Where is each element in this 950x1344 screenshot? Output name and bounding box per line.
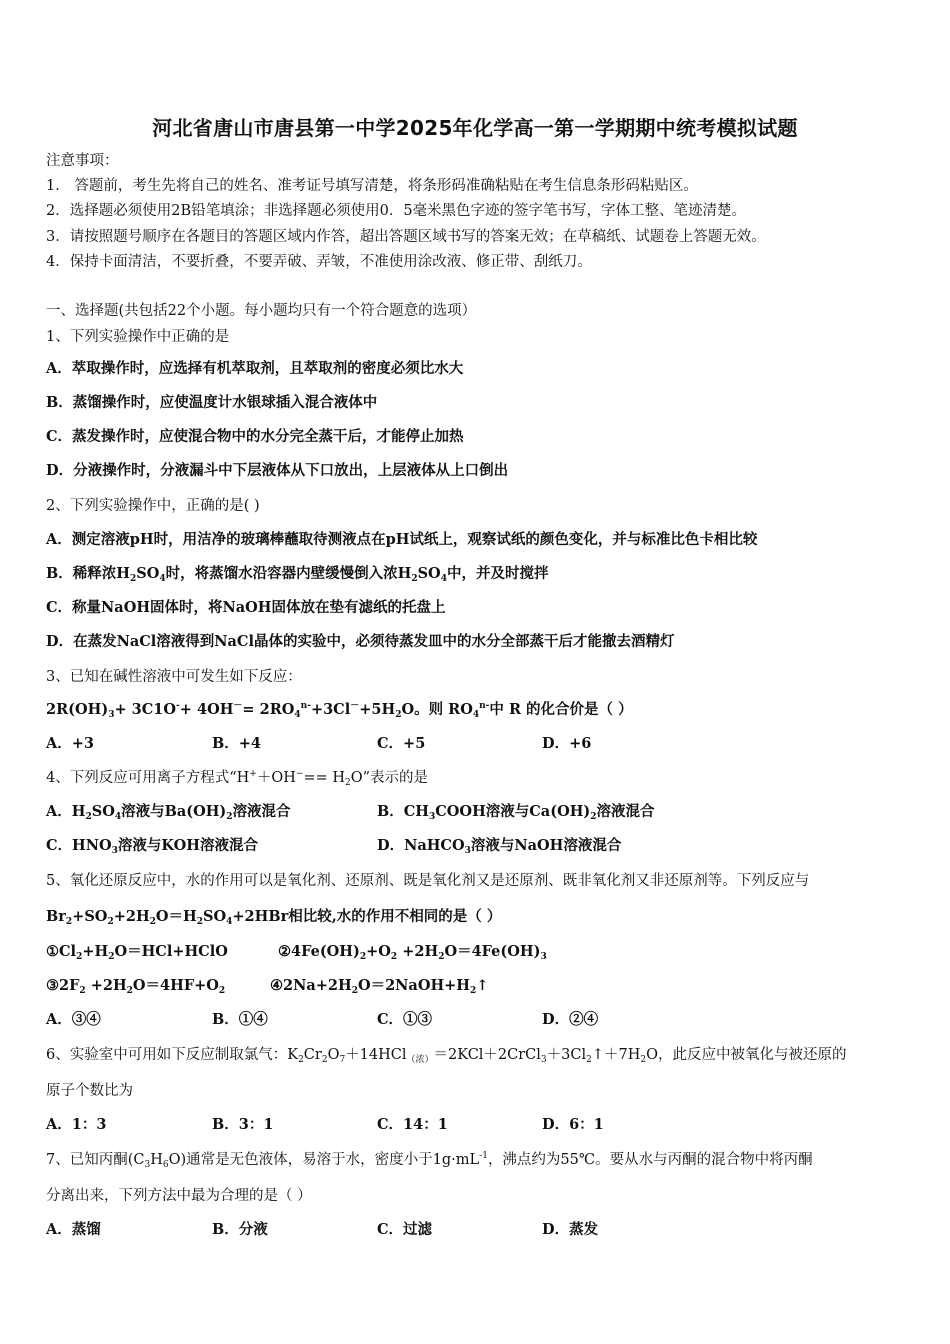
question-1-option-a: A．萃取操作时，应选择有机萃取剂，且萃取剂的密度必须比水大	[46, 360, 464, 377]
notice-heading: 注意事项：	[46, 153, 119, 169]
notice-item-3: 3．请按照题号顺序在各题目的答题区域内作答，超出答题区域书写的答案无效；在草稿纸、试题卷上答题无效。	[46, 229, 766, 245]
question-3-option-b: B．+4	[212, 735, 261, 752]
question-3-equation: $2R(OH)_3+ 3C1O^-+ 4OH^-= 2RO_4^{n-}+3Cl^-+5H_2O$。则 $RO_4^{n-}$中 R 的化合价是（ ）	[46, 701, 633, 720]
question-1-option-c: C．蒸发操作时，应使混合物中的水分完全蒸干后，才能停止加热	[46, 428, 464, 445]
question-1-option-d: D．分液操作时，分液漏斗中下层液体从下口放出，上层液体从上口倒出	[46, 462, 509, 479]
question-2-option-b: B．稀释浓$H_2SO_4$时，将蒸馏水沿容器内壁缓慢倒入浓$H_2SO_4$中，并及时搅拌	[46, 565, 549, 584]
question-6-stem-2: 原子个数比为	[46, 1083, 133, 1099]
question-7-option-c: C．过滤	[377, 1221, 433, 1238]
question-2-option-d: D．在蒸发NaCl溶液得到NaCl晶体的实验中，必须待蒸发皿中的水分全部蒸干后才能撤去酒精灯	[46, 633, 675, 650]
question-2-option-c: C．称量NaOH固体时，将NaOH固体放在垫有滤纸的托盘上	[46, 599, 446, 616]
notice-item-1: 1． 答题前，考生先将自己的姓名、准考证号填写清楚，将条形码准确粘贴在考生信息条形码粘贴区。	[46, 178, 698, 194]
question-1-option-b: B．蒸馏操作时，应使温度计水银球插入混合液体中	[46, 394, 378, 411]
question-5-reaction-2: $②4Fe(OH)_2+O_2 +2H_2O=4Fe(OH)_3$	[278, 943, 547, 962]
question-2-option-a: A．测定溶液pH时，用洁净的玻璃棒蘸取待测液点在pH试纸上，观察试纸的颜色变化，并与标准比色卡相比较	[46, 531, 758, 548]
question-4-option-a: A．$H_2SO_4$溶液与$Ba(OH)_2$溶液混合	[46, 803, 291, 822]
question-3-option-c: C．+5	[377, 735, 426, 752]
question-7-option-b: B．分液	[212, 1221, 268, 1238]
question-4-option-d: D．NaHCO$_3$溶液与NaOH溶液混合	[377, 837, 622, 856]
question-5-stem-2: $Br_2+SO_2+2H_2O=H_2SO_4+2HBr$相比较,水的作用不相同的是（ ）	[46, 908, 502, 927]
question-5-option-b: B．①④	[212, 1011, 268, 1028]
question-7-option-d: D．蒸发	[542, 1221, 599, 1238]
question-4-option-b: B．$CH_3COOH$溶液与$Ca(OH)_2$溶液混合	[377, 803, 655, 822]
question-5-stem: 5、氧化还原反应中，水的作用可以是氧化剂、还原剂、既是氧化剂又是还原剂、既非氧化剂又非还原剂等。下列反应与	[46, 873, 810, 889]
question-1-stem: 1、下列实验操作中正确的是	[46, 329, 230, 345]
question-6-option-a: A．1：3	[46, 1116, 107, 1133]
question-7-option-a: A．蒸馏	[46, 1221, 101, 1238]
section-heading: 一、选择题(共包括22个小题。每小题均只有一个符合题意的选项）	[46, 303, 477, 319]
question-4-stem: 4、下列反应可用离子方程式“$H^++OH^-== H_2O$”表示的是	[46, 769, 429, 788]
notice-item-2: 2．选择题必须使用2B铅笔填涂；非选择题必须使用0．5毫米黑色字迹的签字笔书写，字体工整、笔迹清楚。	[46, 203, 747, 219]
question-6-stem: 6、实验室中可用如下反应制取氯气：$K_2Cr_2O_7+14HCl_{(浓)}=2KCl+2CrCl_3+3Cl_2↑+7H_2O$，此反应中被氧化与被还原的	[46, 1047, 847, 1065]
question-6-option-b: B．3：1	[212, 1116, 274, 1133]
question-3-option-a: A．+3	[46, 735, 94, 752]
question-5-reaction-3: $③2F_2 +2H_2O=4HF+O_2$	[46, 977, 226, 996]
question-5-reaction-1: $①Cl_2+H_2O=HCl+HClO$	[46, 943, 228, 962]
question-5-option-a: A．③④	[46, 1011, 101, 1028]
question-7-stem: 7、已知丙酮$(C_3H_6O)$通常是无色液体，易溶于水，密度小于$1g\cdot mL^{-1}$，沸点约为55℃。要从水与丙酮的混合物中将丙酮	[46, 1151, 813, 1170]
question-3-option-d: D．+6	[542, 735, 592, 752]
question-5-option-c: C．①③	[377, 1011, 433, 1028]
question-3-stem: 3、已知在碱性溶液中可发生如下反应：	[46, 669, 302, 685]
notice-item-4: 4．保持卡面清洁，不要折叠，不要弄破、弄皱，不准使用涂改液、修正带、刮纸刀。	[46, 254, 592, 270]
question-6-option-d: D．6：1	[542, 1116, 604, 1133]
question-4-option-c: C．$HNO_3$溶液与KOH溶液混合	[46, 837, 258, 856]
question-5-reaction-4: $④2Na+2H_2O=2NaOH+H_2↑$	[270, 977, 489, 996]
question-7-stem-2: 分离出来，下列方法中最为合理的是（ ）	[46, 1188, 312, 1204]
question-5-option-d: D．②④	[542, 1011, 599, 1028]
question-6-option-c: C．14：1	[377, 1116, 448, 1133]
question-2-stem: 2、下列实验操作中，正确的是( )	[46, 498, 260, 514]
page-title: 河北省唐山市唐县第一中学2025年化学高一第一学期期中统考模拟试题	[152, 116, 798, 140]
